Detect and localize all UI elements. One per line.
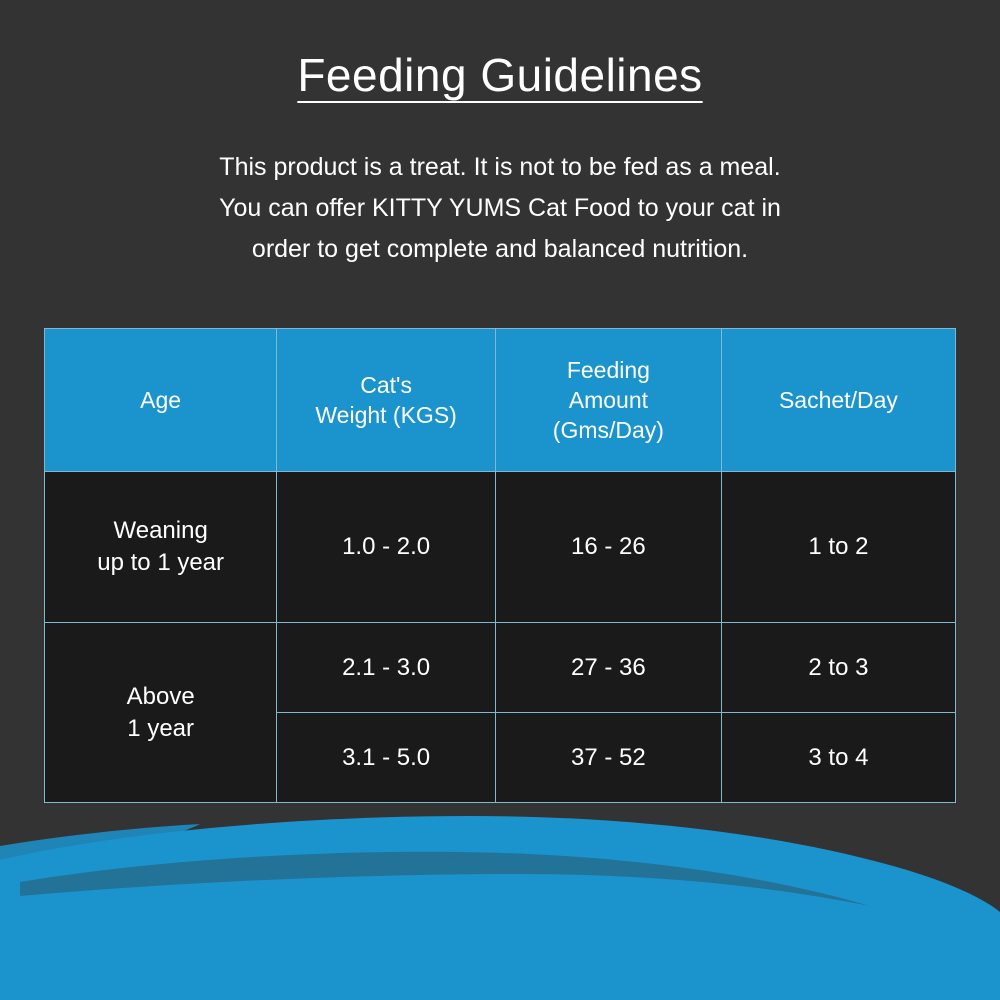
cell-sachet-row3: 3 to 4 [721,713,955,803]
intro-line-3: order to get complete and balanced nutrition. [251,235,749,263]
cell-age-weaning-line1: Weaning [113,517,208,544]
feeding-table-container [44,328,956,803]
cell-sachet-row2: 2 to 3 [721,623,955,713]
column-header-age [45,329,277,472]
feeding-table [44,328,956,803]
column-header-weight-line1: Cat's [360,372,412,398]
cell-amount-row2: 27 - 36 [495,623,721,713]
table-body [45,472,956,803]
cell-weight-row1: 1.0 - 2.0 [277,472,496,623]
table-row [45,623,956,713]
column-header-sachet [721,329,955,472]
column-header-amount-line1: Feeding [566,357,650,383]
table-header [45,329,956,472]
table-header-row [45,329,956,472]
column-header-amount [495,329,721,472]
column-header-age-label: Age [140,387,182,413]
cell-weight-row2: 2.1 - 3.0 [277,623,496,713]
cell-age-above-line2: 1 year [127,714,194,742]
intro-line-1: This product is a treat. It is not to be fed as a meal. [219,153,781,181]
page-title: Feeding Guidelines [297,49,703,101]
column-header-weight [277,329,496,472]
column-header-sachet-label: Sachet/Day [778,387,898,413]
cell-age-weaning-line2: up to 1 year [97,549,225,576]
column-header-amount-line3: (Gms/Day) [552,417,664,443]
intro-line-2: You can offer KITTY YUMS Cat Food to your cat in [219,194,781,222]
cell-age-weaning [45,472,277,623]
column-header-weight-line2: Weight (KGS) [315,402,457,428]
intro-paragraph [0,102,1000,270]
cell-weight-row3: 3.1 - 5.0 [277,713,496,803]
cell-amount-row1: 16 - 26 [495,472,721,623]
cell-sachet-row1: 1 to 2 [721,472,955,623]
cell-amount-row3: 37 - 52 [495,713,721,803]
table-row [45,472,956,623]
cell-age-above-line1: Above [126,682,195,710]
column-header-amount-line2: Amount [568,387,649,413]
cell-age-above [45,623,277,803]
